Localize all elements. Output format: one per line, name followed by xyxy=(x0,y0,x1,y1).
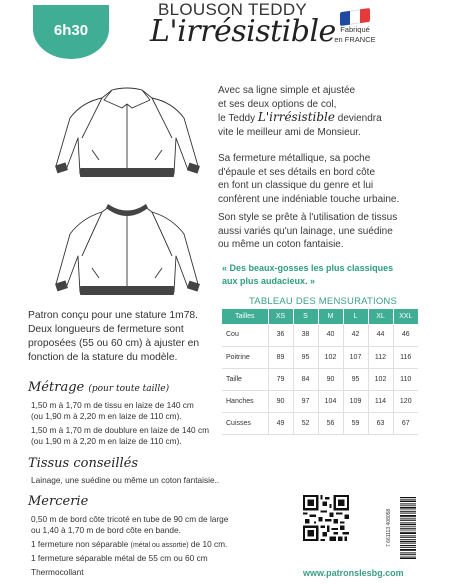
row-label: Taille xyxy=(222,368,268,390)
barcode xyxy=(400,497,416,559)
patron-line: Deux longueurs de fermeture sont xyxy=(28,324,184,335)
metrage-line-3: 1,50 m à 1,70 m de doublure en laize de 140 cm xyxy=(31,425,210,435)
table-cell: 102 xyxy=(368,368,393,390)
mercerie-heading: Mercerie xyxy=(28,494,89,509)
table-cell: 116 xyxy=(393,346,418,368)
desc-line: aussi variés qu'un lainage, une suédine xyxy=(218,225,393,237)
metrage-line-4: (ou 1,90 m à 2,20 m en laize de 110 cm). xyxy=(31,436,182,446)
table-header-row xyxy=(222,309,418,324)
table-cell: 104 xyxy=(318,390,343,412)
table-cell: 63 xyxy=(368,412,393,434)
table-cell: 95 xyxy=(293,346,318,368)
table-cell: 107 xyxy=(343,346,368,368)
mercerie-line-5: Thermocollant xyxy=(31,567,84,577)
patron-line: Patron conçu pour une stature 1m78. xyxy=(28,310,199,321)
desc-line: Avec sa ligne simple et ajustée xyxy=(218,85,356,96)
table-row xyxy=(222,412,418,434)
desc-line: ou même un coton fantaisie. xyxy=(218,239,344,250)
desc-line xyxy=(218,111,448,126)
mercerie-line-3 xyxy=(31,539,227,551)
desc-line: Son style se prête à l'utilisation de tissus xyxy=(218,212,398,223)
description-paragraph-3 xyxy=(218,211,448,252)
mercerie-line-4: 1 fermeture séparable métal de 55 cm ou 60 cm xyxy=(31,553,208,563)
table-cell: 49 xyxy=(268,412,293,434)
table-cell: 110 xyxy=(393,368,418,390)
table-row xyxy=(222,390,418,412)
table-header: XS xyxy=(268,309,293,324)
tissus-line: Lainage, une suédine ou même un coton fantaisie.. xyxy=(31,475,220,485)
mercerie-fragment: de 10 cm. xyxy=(190,539,228,549)
made-in-line2: en FRANCE xyxy=(334,35,376,44)
table-cell: 84 xyxy=(293,368,318,390)
table-cell: 46 xyxy=(393,324,418,346)
table-cell: 42 xyxy=(343,324,368,346)
website-link[interactable]: www.patronslesbg.com xyxy=(303,568,404,578)
table-cell: 97 xyxy=(293,390,318,412)
desc-line: vite le meilleur ami de Monsieur. xyxy=(218,126,361,138)
table-header: S xyxy=(293,309,318,324)
quote-line: aux plus audacieux. » xyxy=(222,276,316,286)
description-paragraph-2 xyxy=(218,152,448,206)
row-label: Poitrine xyxy=(222,346,268,368)
table-cell: 114 xyxy=(368,390,393,412)
mercerie-fragment-small: (métal ou assortie) xyxy=(130,542,189,549)
table-cell: 52 xyxy=(293,412,318,434)
table-row xyxy=(222,368,418,390)
metrage-heading xyxy=(28,380,169,395)
time-badge xyxy=(33,5,109,59)
desc-fragment: deviendra xyxy=(337,113,382,124)
patron-info xyxy=(28,309,228,365)
desc-line: en font un classique du genre et lui xyxy=(218,180,374,191)
pattern-script-title: L'irrésistible xyxy=(150,14,336,49)
french-flag-icon xyxy=(340,8,370,26)
jacket-round-collar-illustration xyxy=(52,198,202,308)
metrage-title: Métrage xyxy=(28,380,85,395)
metrage-line-2: (ou 1,90 m à 2,20 m en laize de 110 cm). xyxy=(31,411,182,421)
table-row xyxy=(222,324,418,346)
desc-line: confèrent une indéniable touche urbaine. xyxy=(218,193,400,205)
jacket-collar-illustration xyxy=(52,78,202,188)
desc-fragment: le Teddy xyxy=(218,113,256,124)
tissus-heading: Tissus conseillés xyxy=(28,456,139,471)
mercerie-line-1: 0,50 m de bord côte tricoté en tube de 90 cm de large xyxy=(31,514,229,524)
table-cell: 102 xyxy=(318,346,343,368)
desc-line: et ses deux options de col, xyxy=(218,98,337,110)
table-cell: 40 xyxy=(318,324,343,346)
table-cell: 120 xyxy=(393,390,418,412)
table-cell: 90 xyxy=(268,390,293,412)
row-label: Cou xyxy=(222,324,268,346)
table-header: XL xyxy=(368,309,393,324)
table-cell: 67 xyxy=(393,412,418,434)
table-header: M xyxy=(318,309,343,324)
metrage-line-1: 1,50 m à 1,70 m de tissu en laize de 140 cm xyxy=(31,400,194,410)
table-cell: 56 xyxy=(318,412,343,434)
patron-line: fonction de la stature du modèle. xyxy=(28,352,178,363)
table-header: XXL xyxy=(393,309,418,324)
table-cell: 79 xyxy=(268,368,293,390)
mercerie-line-2: ou 1,40 à 1,70 m de bord côte en bande. xyxy=(31,525,181,535)
quote-line: « Des beaux-gosses les plus classiques xyxy=(222,263,394,273)
table-cell: 112 xyxy=(368,346,393,368)
table-header: L xyxy=(343,309,368,324)
metrage-subtitle: (pour toute taille) xyxy=(88,384,170,394)
desc-line: Sa fermeture métallique, sa poche xyxy=(218,153,371,164)
made-in-france xyxy=(327,10,383,45)
measurements-title: TABLEAU DES MENSURATIONS xyxy=(249,296,398,307)
desc-line: d'épaule et ses détails en bord côte xyxy=(218,166,376,178)
time-badge-label: 6h30 xyxy=(53,21,89,39)
desc-script-fragment: L'irrésistible xyxy=(257,110,335,124)
table-cell: 36 xyxy=(268,324,293,346)
measurements-table xyxy=(222,309,418,435)
table-cell: 89 xyxy=(268,346,293,368)
qr-code xyxy=(303,495,349,541)
table-header: Tailles xyxy=(222,309,268,324)
table-cell: 95 xyxy=(343,368,368,390)
table-row xyxy=(222,346,418,368)
barcode-number: 7 661113 408058 xyxy=(386,508,392,548)
table-cell: 44 xyxy=(368,324,393,346)
table-cell: 59 xyxy=(343,412,368,434)
made-in-line1: Fabriqué xyxy=(340,25,370,34)
table-cell: 38 xyxy=(293,324,318,346)
description-paragraph-1 xyxy=(218,84,448,139)
row-label: Hanches xyxy=(222,390,268,412)
patron-line: proposées (55 ou 60 cm) à ajuster en xyxy=(28,338,200,349)
table-cell: 90 xyxy=(318,368,343,390)
quote xyxy=(222,262,432,288)
mercerie-fragment: 1 fermeture non séparable xyxy=(31,539,129,549)
row-label: Cuisses xyxy=(222,412,268,434)
pattern-title: BLOUSON TEDDY xyxy=(158,0,308,19)
table-cell: 109 xyxy=(343,390,368,412)
